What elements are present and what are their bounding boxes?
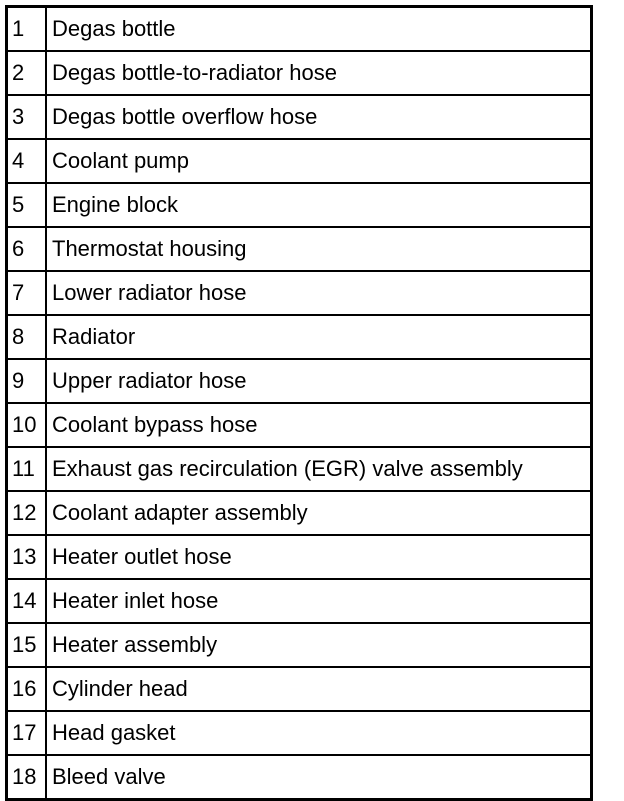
item-number: 4	[7, 139, 47, 183]
item-description: Lower radiator hose	[46, 271, 592, 315]
table-row	[7, 51, 592, 95]
item-description: Cylinder head	[46, 667, 592, 711]
table-row	[7, 755, 592, 800]
item-number: 2	[7, 51, 47, 95]
item-description: Coolant adapter assembly	[46, 491, 592, 535]
table-row	[7, 139, 592, 183]
item-description: Degas bottle overflow hose	[46, 95, 592, 139]
table-row	[7, 403, 592, 447]
table-row	[7, 95, 592, 139]
item-description: Radiator	[46, 315, 592, 359]
table-row	[7, 315, 592, 359]
table-row	[7, 227, 592, 271]
item-description: Coolant bypass hose	[46, 403, 592, 447]
table-row	[7, 7, 592, 52]
legend-table-body	[7, 7, 592, 800]
item-description: Exhaust gas recirculation (EGR) valve assembly	[46, 447, 592, 491]
item-number: 3	[7, 95, 47, 139]
table-row	[7, 711, 592, 755]
item-number: 16	[7, 667, 47, 711]
table-row	[7, 667, 592, 711]
item-description: Heater inlet hose	[46, 579, 592, 623]
item-number: 15	[7, 623, 47, 667]
item-number: 9	[7, 359, 47, 403]
component-legend-table	[5, 5, 593, 801]
item-description: Heater assembly	[46, 623, 592, 667]
item-number: 5	[7, 183, 47, 227]
table-row	[7, 535, 592, 579]
item-number: 18	[7, 755, 47, 800]
item-number: 17	[7, 711, 47, 755]
table-row	[7, 579, 592, 623]
item-number: 8	[7, 315, 47, 359]
item-number: 12	[7, 491, 47, 535]
item-number: 7	[7, 271, 47, 315]
table-row	[7, 183, 592, 227]
table-row	[7, 491, 592, 535]
item-description: Bleed valve	[46, 755, 592, 800]
item-description: Upper radiator hose	[46, 359, 592, 403]
table-row	[7, 359, 592, 403]
item-description: Engine block	[46, 183, 592, 227]
item-description: Heater outlet hose	[46, 535, 592, 579]
item-description: Coolant pump	[46, 139, 592, 183]
item-number: 1	[7, 7, 47, 52]
table-row	[7, 447, 592, 491]
item-description: Head gasket	[46, 711, 592, 755]
item-number: 13	[7, 535, 47, 579]
item-number: 11	[7, 447, 47, 491]
item-description: Degas bottle-to-radiator hose	[46, 51, 592, 95]
item-description: Degas bottle	[46, 7, 592, 52]
item-description: Thermostat housing	[46, 227, 592, 271]
table-row	[7, 271, 592, 315]
item-number: 10	[7, 403, 47, 447]
item-number: 6	[7, 227, 47, 271]
table-row	[7, 623, 592, 667]
item-number: 14	[7, 579, 47, 623]
